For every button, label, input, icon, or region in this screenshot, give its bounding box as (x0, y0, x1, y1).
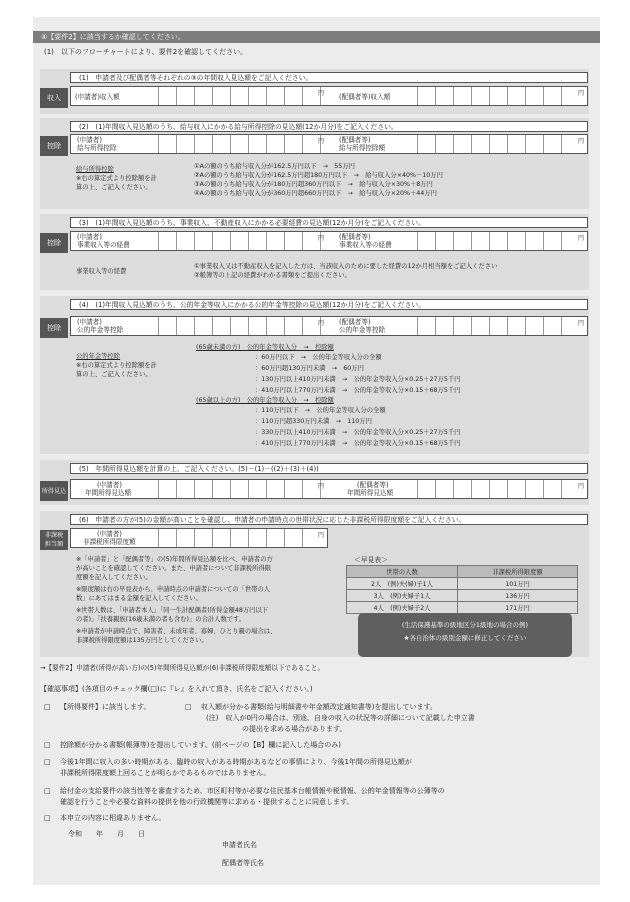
yen-label: 円 (578, 320, 585, 327)
sec2-formula: ④Aの額のうち給与収入分が360万円超660万円以下 → 給与収入分×20%＋44万円 (194, 190, 437, 197)
confirm-text: 確認を行うことや必要な資料の提供を他の行政機関等に求める・提供することに同意します。 (60, 798, 354, 806)
yen-label: 円 (578, 138, 585, 145)
confirm-checkbox[interactable]: □ (44, 741, 51, 749)
spouse-expense-cells[interactable] (417, 232, 579, 250)
sec2-formula: ①Aの額のうち給与収入分が162.5万円以下 → 55万円 (194, 163, 355, 170)
date-field[interactable]: 令和 年 月 日 (68, 830, 145, 838)
applicant-pension-deduction-cells[interactable] (158, 317, 338, 335)
table-cell: 3人 (例)夫婦子1人 (347, 590, 458, 602)
spouse-annual-income-cells[interactable] (417, 480, 579, 498)
confirm-text: の提出を求める場合があります。 (242, 725, 347, 733)
sec6-note: ※限度額は右の早見表から、申請時点の申請者についての「世帯の人 (76, 586, 271, 593)
sec3-left-label-1: (申請者) (77, 233, 102, 241)
sec4-row (70, 316, 588, 336)
popup-line-2: ★各自治体の級別金額に修正してください (403, 634, 527, 642)
sec2-formula: ②Aの額のうち給与収入分が162.5万円超180万円以下 → 給与収入分×40%－10万円 (194, 172, 443, 179)
sec6-note: の者)」「扶養親族(16歳未満の者も含む)」の合計人数です。 (76, 616, 246, 623)
quick-lookup-table (346, 565, 578, 614)
sec5-title: (5) 年間所得見込額を計算の上、ご記入ください。(5)－(1)－((2)＋(3)＋(4)) (70, 463, 588, 474)
confirm-text: 収入額が分かる書類(給与明細書や年金額改定通知書等)を提出しています。 (201, 703, 437, 711)
section-header-bar: ④【要件2】に該当するか確認してください。 (33, 31, 600, 43)
sec2-note-title: 給与所得控除 (76, 166, 114, 173)
confirm-checkbox[interactable]: □ (44, 814, 51, 822)
sec3-note-title: 事業収入等の経費 (76, 268, 127, 275)
table-cell: 2人 (例)夫(婦)子1人 (347, 578, 458, 590)
confirm-checkbox[interactable]: □ (44, 703, 51, 711)
spouse-salary-deduction-cells[interactable] (417, 135, 579, 153)
sec6-tag (40, 530, 68, 550)
applicant-name-label: 申請者氏名 (222, 841, 257, 849)
sec4-note-line: 算の上、ご記入ください。 (76, 371, 152, 378)
sec1-right-label: (配偶者等)収入額 (339, 93, 391, 101)
sec5-row (70, 479, 588, 499)
sec3-note: ②帳簿等の上記の経費がわかる書類をご提出ください。 (194, 272, 351, 279)
confirm-checkbox[interactable]: □ (44, 758, 51, 766)
table-header-cell: 世帯の人数 (347, 566, 458, 578)
sec2-right-label-2: 給与所得控除額 (339, 144, 386, 152)
confirm-text: 本申立の内容に相違ありません。 (60, 814, 166, 822)
sec6-note: ※世帯人数は、「申請者本人」「同一生計配偶者(所得金額48万円以下 (76, 607, 269, 614)
sec2-left-label-1: (申請者) (77, 136, 102, 144)
sec4-under65-row: ：60万円以下 → 公的年金等収入分の全額 (255, 354, 382, 361)
applicant-annual-income-cells[interactable] (158, 480, 338, 498)
sec3-title: (3) (1)年間収入見込額のうち、事業収入、不動産収入にかかる必要経費の見込額(12か月分)をご記入ください。 (70, 217, 588, 228)
sec4-left-label-2: 公的年金等控除 (77, 326, 124, 334)
sec2-title: (2) (1)年間収入見込額のうち、給与収入にかかる給与所得控除の見込額(12か月分)をご記入ください。 (70, 121, 588, 132)
sec4-under65-row: ：60万円超130万円未満 → 60万円 (255, 365, 364, 372)
sec4-over65-row: ：330万円以上410万円未満 → 公的年金等収入分×0.25＋27万5千円 (255, 429, 461, 436)
sec6-title: (6) 申請者の方が(5)の金額が高いことを確認し、申請者の申請時点の世帯状況に応じた非課税所得限度額をご記入ください。 (70, 514, 588, 525)
table-row (347, 566, 578, 578)
sec5-left-label-1: (申請者) (97, 481, 122, 489)
yen-label: 円 (318, 90, 325, 97)
sec2-right-label-1: (配偶者等) (339, 136, 371, 144)
sec2-note-line: 算の上、ご記入ください。 (76, 184, 152, 191)
sec2-formula: ③Aの額のうち給与収入分が180万円超360万円以下 → 給与収入分×30%＋8万円 (194, 181, 433, 188)
sec3-tag: 控除 (40, 233, 68, 253)
sec4-right-label-1: (配偶者等) (339, 318, 371, 326)
sec6-note: 非課税所得限度額は135万円としてください。 (76, 637, 208, 644)
sec6-tag-1: 非課税 (44, 532, 64, 539)
yen-label: 円 (578, 235, 585, 242)
sec3-note: ①事業収入又は不動産収入を記入した方は、当該収入のために要した経費の12か月相当額をご記入ください (194, 263, 498, 270)
table-cell: 171万円 (458, 602, 578, 614)
table-cell: 136万円 (458, 590, 578, 602)
sec6-note: 度額を記入してください。 (76, 574, 152, 581)
sec4-under65-row: ：130万円以上410万円未満 → 公的年金等収入分×0.25＋27万5千円 (255, 376, 461, 383)
spouse-income-cells[interactable] (417, 87, 579, 105)
applicant-tax-exempt-limit-cells[interactable] (158, 529, 320, 547)
sec6-note: ※申請者が申請時点で、障害者、未成年者、寡婦、ひとり親の場合は、 (76, 628, 277, 635)
confirm-text: 今後1年間に収入の多い時期がある、臨時の収入がある時期があるなどの事情により、今後1年間の所得見込額が (60, 758, 412, 766)
sec4-left-label-1: (申請者) (77, 318, 102, 326)
table-row (347, 590, 578, 602)
confirm-text: (注) 収入が0円の場合は、別途、自身の収入の状況等の詳細について記載した申立書 (206, 714, 475, 722)
sec1-row (70, 86, 588, 106)
sec5-tag: 所得見込 (40, 481, 68, 501)
sec5-right-label-2: 年間所得見込額 (347, 489, 394, 497)
sec4-tag: 控除 (40, 318, 68, 338)
sec5-right-label-1: (配偶者等) (357, 481, 389, 489)
spouse-name-label: 配偶者等氏名 (222, 859, 264, 867)
sec6-note: が高いことを確認してください。また、申請者について非課税所得限 (76, 565, 272, 572)
sec4-right-label-2: 公的年金等控除 (339, 326, 386, 334)
sec2-left-label-2: 給与所得控除 (77, 144, 117, 152)
applicant-income-cells[interactable] (158, 87, 338, 105)
table-cell: 4人 (例)夫婦子2人 (347, 602, 458, 614)
sec3-right-label-2: 事業収入等の経費 (339, 241, 392, 249)
sec3-left-label-2: 事業収入等の経費 (77, 241, 130, 249)
confirm-text: 控除額が分かる書類(帳簿等)を提出しています。(前ページの【B】欄に記入した場合のみ) (60, 741, 342, 749)
sec5-left-label-2: 年間所得見込額 (85, 489, 132, 497)
sec6-left-label-1: (申請者) (97, 530, 122, 538)
sec3-row (70, 231, 588, 251)
yen-label: 円 (318, 320, 325, 327)
yen-label: 円 (318, 138, 325, 145)
sec2-note-line: ※右の算定式より控除額を計 (76, 175, 157, 182)
sec6-row (70, 528, 328, 548)
yen-label: 円 (318, 235, 325, 242)
sec3-right-label-1: (配偶者等) (339, 233, 371, 241)
spouse-pension-deduction-cells[interactable] (417, 317, 579, 335)
sec4-under65-head: (65歳未満の方) 公的年金等収入分 → 控除額 (196, 344, 334, 351)
sec4-over65-head: (65歳以上の方) 公的年金等収入分 → 控除額 (196, 397, 334, 404)
sec4-note-line: ※右の算定式より控除額を計 (76, 362, 157, 369)
yen-label: 円 (578, 90, 585, 97)
table-row (347, 602, 578, 614)
confirm-checkbox[interactable]: □ (44, 787, 51, 795)
applicant-expense-cells[interactable] (158, 232, 338, 250)
quick-table-title: ＜早見表＞ (354, 556, 388, 564)
sec2-row (70, 134, 588, 154)
table-cell: 101万円 (458, 578, 578, 590)
municipality-note-popup (358, 613, 572, 657)
sec4-over65-row: ：410万円以上770万円未満 → 公的年金等収入分×0.15＋68万5千円 (255, 440, 461, 447)
sec1-left-label: (申請者)収入額 (75, 93, 120, 101)
sec2-tag: 控除 (40, 136, 68, 156)
requirement-note: →【要件2】申請者(所得が高い方)の(5)年間所得見込額が(6)非課税所得限度額以下であること。 (40, 664, 325, 672)
sec1-tag: 収入 (40, 88, 68, 108)
sec4-over65-row: ：110万円超330万円未満 → 110万円 (255, 418, 372, 425)
yen-label: 円 (318, 483, 325, 490)
sec4-note-title: 公的年金等控除 (76, 353, 121, 360)
sec1-title: (1) 申請者及び配偶者等それぞれの③の年間収入見込額をご記入ください。 (70, 72, 588, 83)
sec6-note: ※「申請者」と「配偶者等」の(5)年間所得見込額を比べ、申請者の方 (76, 556, 273, 563)
yen-label: 円 (318, 532, 325, 539)
intro-text: (1) 以下のフローチャートにより、要件2を確認してください。 (44, 48, 248, 56)
sec6-tag-2: 担当額 (44, 541, 64, 548)
table-header-cell: 非課税所得限度額 (458, 566, 578, 578)
yen-label: 円 (578, 483, 585, 490)
popup-line-1: (生活保護基準の級地区分1級地の場合の例) (401, 621, 529, 629)
confirm-text: 非課税所得限度額上回ることが明らかであるものではありません。 (60, 769, 271, 777)
confirm-title: 【確認事項】(各項目のチェック欄(□)に『レ』を入れて頂き、氏名をご記入ください。) (40, 685, 313, 693)
sec4-title: (4) (1)年間収入見込額のうち、公的年金等収入にかかる公的年金等控除の見込額(12か月分)をご記入ください。 (70, 299, 588, 310)
sec6-note: 数」にあてはまる金額を記入してください。 (76, 595, 202, 602)
confirm-text: 給付金の支給要件の該当性等を審査するため、市区町村等が必要な住民基本台帳情報や税情報、公的年金情報等の公簿等の (60, 787, 445, 795)
confirm-text: 【所得要件】に該当します。 (60, 703, 151, 711)
sec6-left-label-2: 非課税所得限度額 (83, 538, 136, 546)
sec4-over65-row: ：110万円以下 → 公的年金等収入分の全額 (255, 407, 386, 414)
table-row (347, 578, 578, 590)
sec4-under65-row: ：410万円以上770万円未満 → 公的年金等収入分×0.15＋68万5千円 (255, 387, 461, 394)
confirm-checkbox[interactable]: □ (185, 703, 192, 711)
applicant-salary-deduction-cells[interactable] (158, 135, 338, 153)
